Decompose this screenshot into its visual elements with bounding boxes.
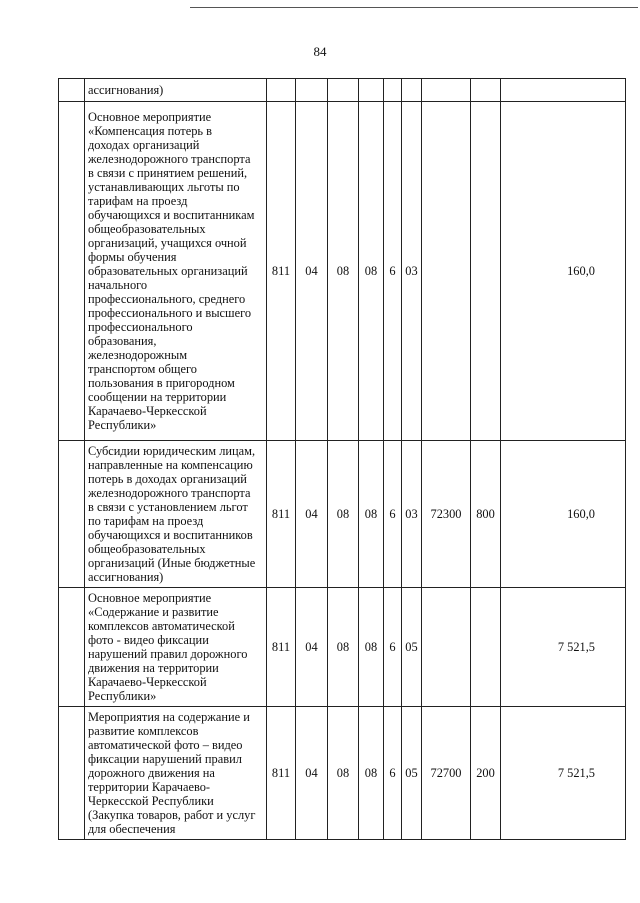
csr-part2: 6 [384, 707, 402, 840]
csr-part1: 08 [359, 707, 384, 840]
csr-part1: 08 [359, 441, 384, 588]
csr-part2 [384, 79, 402, 102]
vr-code [471, 79, 501, 102]
csr-part2: 6 [384, 102, 402, 441]
csr-part1: 08 [359, 102, 384, 441]
blank-cell [59, 588, 85, 707]
amount: 7 521,5 [501, 707, 626, 840]
vr-code [471, 588, 501, 707]
table-row [59, 102, 626, 441]
table-row [59, 441, 626, 588]
gr-code: 811 [267, 441, 296, 588]
rz-code: 04 [296, 441, 328, 588]
gr-code [267, 79, 296, 102]
csr-part4 [422, 588, 471, 707]
amount: 160,0 [501, 441, 626, 588]
budget-table [58, 78, 626, 840]
csr-part3: 03 [402, 441, 422, 588]
table-row [59, 79, 626, 102]
vr-code [471, 102, 501, 441]
blank-cell [59, 102, 85, 441]
csr-part3: 05 [402, 588, 422, 707]
blank-cell [59, 441, 85, 588]
csr-part1: 08 [359, 588, 384, 707]
rz-code: 04 [296, 102, 328, 441]
gr-code: 811 [267, 707, 296, 840]
csr-part2: 6 [384, 588, 402, 707]
rz-code [296, 79, 328, 102]
top-rule [190, 7, 638, 8]
csr-part1 [359, 79, 384, 102]
row-name: Субсидии юридическим лицам, направленные на компенсацию потерь в доходах организаций железнодорожного транспорта в связи с установлением льгот по тарифам на проезд обучающихся и воспитанников общеобразовательных организаций (Иные бюджетные ассигнования) [85, 441, 267, 588]
csr-part4 [422, 79, 471, 102]
table-row [59, 588, 626, 707]
csr-part3: 05 [402, 707, 422, 840]
csr-part4: 72300 [422, 441, 471, 588]
row-name: Мероприятия на содержание и развитие комплексов автоматической фото – видео фиксации нарушений правил дорожного движения на территории Карачаево- Черкесской Республики (Закупка товаров, работ и услуг для обеспечения [85, 707, 267, 840]
vr-code: 200 [471, 707, 501, 840]
csr-part4 [422, 102, 471, 441]
rz-code: 04 [296, 588, 328, 707]
pr-code: 08 [328, 588, 359, 707]
amount: 160,0 [501, 102, 626, 441]
vr-code: 800 [471, 441, 501, 588]
gr-code: 811 [267, 588, 296, 707]
pr-code: 08 [328, 707, 359, 840]
amount [501, 79, 626, 102]
table-row [59, 707, 626, 840]
csr-part2: 6 [384, 441, 402, 588]
pr-code: 08 [328, 441, 359, 588]
csr-part3 [402, 79, 422, 102]
csr-part3: 03 [402, 102, 422, 441]
rz-code: 04 [296, 707, 328, 840]
pr-code [328, 79, 359, 102]
csr-part4: 72700 [422, 707, 471, 840]
row-name: Основное мероприятие «Содержание и развитие комплексов автоматической фото - видео фиксации нарушений правил дорожного движения на территории Карачаево-Черкесской Республики» [85, 588, 267, 707]
gr-code: 811 [267, 102, 296, 441]
pr-code: 08 [328, 102, 359, 441]
page-number: 84 [313, 44, 327, 59]
blank-cell [59, 79, 85, 102]
blank-cell [59, 707, 85, 840]
row-name: Основное мероприятие «Компенсация потерь в доходах организаций железнодорожного транспорта в связи с принятием решений, устанавливающих льготы по тарифам на проезд обучающихся и воспитанникам общеобразовательных организаций, учащихся очной формы обучения образовательных организаций начального профессионального, среднего профессионального и высшего профессионального образования, железнодорожным транспортом общего пользования в пригородном сообщении на территории Карачаево-Черкесской Республики» [85, 102, 267, 441]
amount: 7 521,5 [501, 588, 626, 707]
row-name: ассигнования) [85, 79, 267, 102]
